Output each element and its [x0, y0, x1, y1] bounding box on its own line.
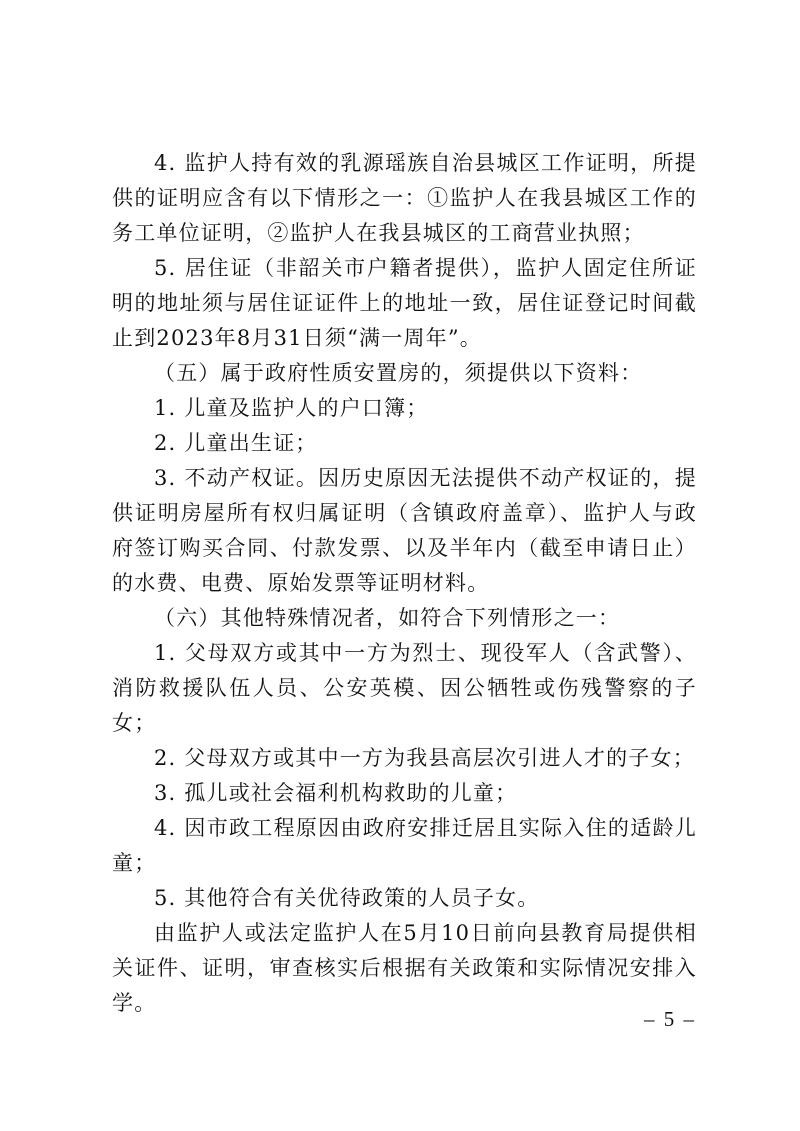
special-case-3: 3. 孤儿或社会福利机构救助的儿童； [154, 781, 518, 805]
section-six-heading: （六）其他特殊情况者，如符合下列情形之一： [154, 606, 621, 630]
section-five-heading: （五）属于政府性质安置房的，须提供以下资料： [154, 361, 643, 385]
paragraph-5-residence-permit: 5. 居住证（非韶关市户籍者提供），监护人固定住所证明的地址须与居住证证件上的地址一致，居住证登记时间截止到2023年8月31日须“满一周年”。 [112, 256, 697, 350]
special-case-5: 5. 其他符合有关优待政策的人员子女。 [154, 886, 540, 910]
document-body [112, 146, 697, 1021]
special-case-1: 1. 父母双方或其中一方为烈士、现役军人（含武警）、消防救援队伍人员、公安英模、因公牺牲或伤残警察的子女； [112, 641, 697, 735]
list-item-household-register: 1. 儿童及监护人的户口簿； [154, 396, 429, 420]
closing-instruction: 由监护人或法定监护人在5月10日前向县教育局提供相关证件、证明，审查核实后根据有关政策和实际情况安排入学。 [112, 921, 697, 1015]
page-number: – 5 – [644, 1007, 696, 1031]
list-item-property-certificate: 3. 不动产权证。因历史原因无法提供不动产权证的，提供证明房屋所有权归属证明（含镇政府盖章）、监护人与政府签订购买合同、付款发票、以及半年内（截至申请日止）的水费、电费、原始发票等证明材料。 [112, 466, 697, 595]
special-case-4: 4. 因市政工程原因由政府安排迁居且实际入住的适龄儿童； [112, 816, 697, 875]
paragraph-4-work-proof: 4. 监护人持有效的乳源瑶族自治县城区工作证明，所提供的证明应含有以下情形之一：①监护人在我县城区工作的务工单位证明，②监护人在我县城区的工商营业执照； [112, 151, 697, 245]
list-item-birth-certificate: 2. 儿童出生证； [154, 431, 318, 455]
special-case-2: 2. 父母双方或其中一方为我县高层次引进人才的子女； [154, 746, 695, 770]
